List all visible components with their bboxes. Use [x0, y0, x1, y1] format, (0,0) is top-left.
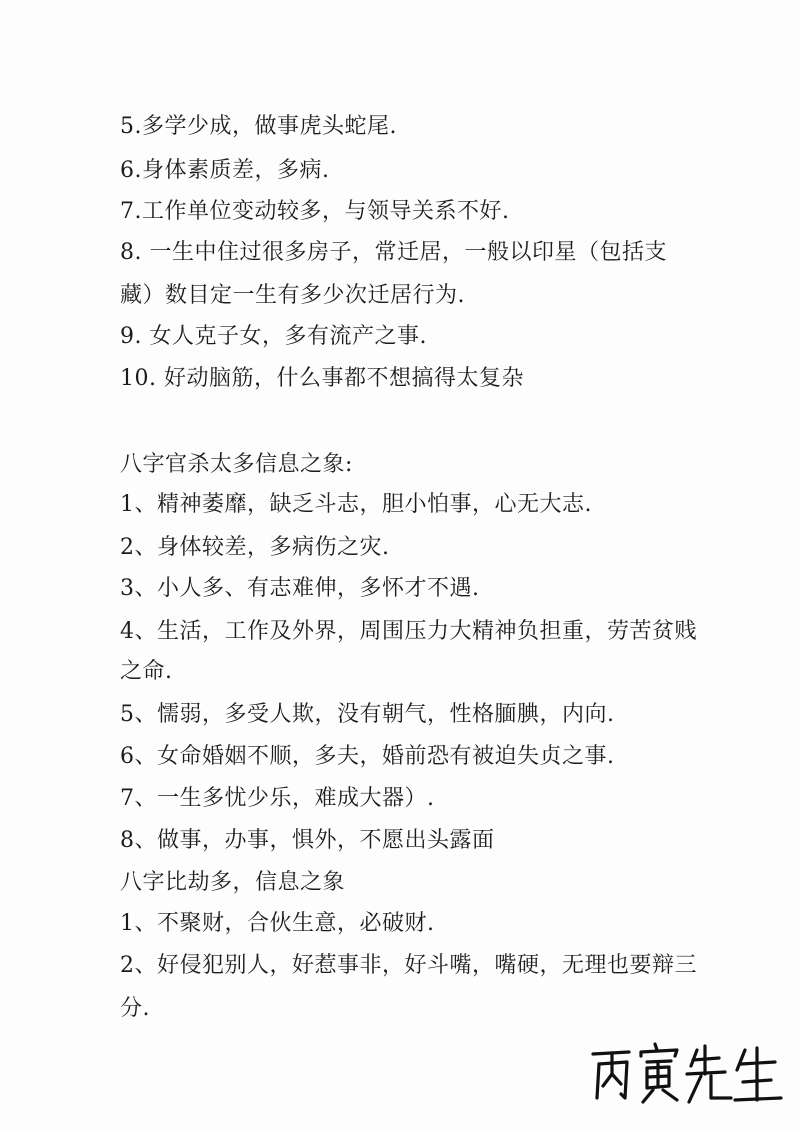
text-line: 7、一生多忧少乐，难成大器）.	[120, 786, 435, 811]
text-line: 8. 一生中住过很多房子，常迁居，一般以印星（包括支	[120, 240, 667, 265]
section-heading: 八字比劫多，信息之象	[120, 870, 346, 895]
text-line: 2、好侵犯别人，好惹事非，好斗嘴，嘴硬，无理也要辩三	[120, 953, 697, 978]
text-line: 6、女命婚姻不顺，多夫，婚前恐有被迫失贞之事.	[120, 744, 615, 769]
text-line: 3、小人多、有志难伸，多怀才不遇.	[120, 576, 480, 601]
section-heading: 八字官杀太多信息之象:	[120, 452, 353, 477]
text-line: 5.多学少成，做事虎头蛇尾.	[120, 114, 397, 139]
text-line: 7.工作单位变动较多，与领导关系不好.	[120, 199, 510, 224]
text-line: 5、懦弱，多受人欺，没有朝气，性格腼腆，内向.	[120, 702, 615, 727]
text-line: 8、做事，办事，惧外，不愿出头露面	[120, 828, 495, 853]
text-line: 2、身体较差，多病伤之灾.	[120, 535, 390, 560]
text-line: 9. 女人克子女，多有流产之事.	[120, 324, 427, 349]
text-line: 6.身体素质差，多病.	[120, 158, 330, 183]
text-line: 藏）数目定一生有多少次迁居行为.	[120, 283, 465, 308]
text-line: 之命.	[120, 659, 173, 684]
handwritten-signature	[585, 1040, 785, 1110]
text-line: 1、精神萎靡，缺乏斗志，胆小怕事，心无大志.	[120, 492, 592, 517]
text-line: 分.	[120, 996, 150, 1021]
text-line: 4、生活，工作及外界，周围压力大精神负担重，劳苦贫贱	[120, 619, 697, 644]
text-line: 10. 好动脑筋，什么事都不想搞得太复杂	[120, 366, 524, 391]
text-line: 1、不聚财，合伙生意，必破财.	[120, 911, 435, 936]
